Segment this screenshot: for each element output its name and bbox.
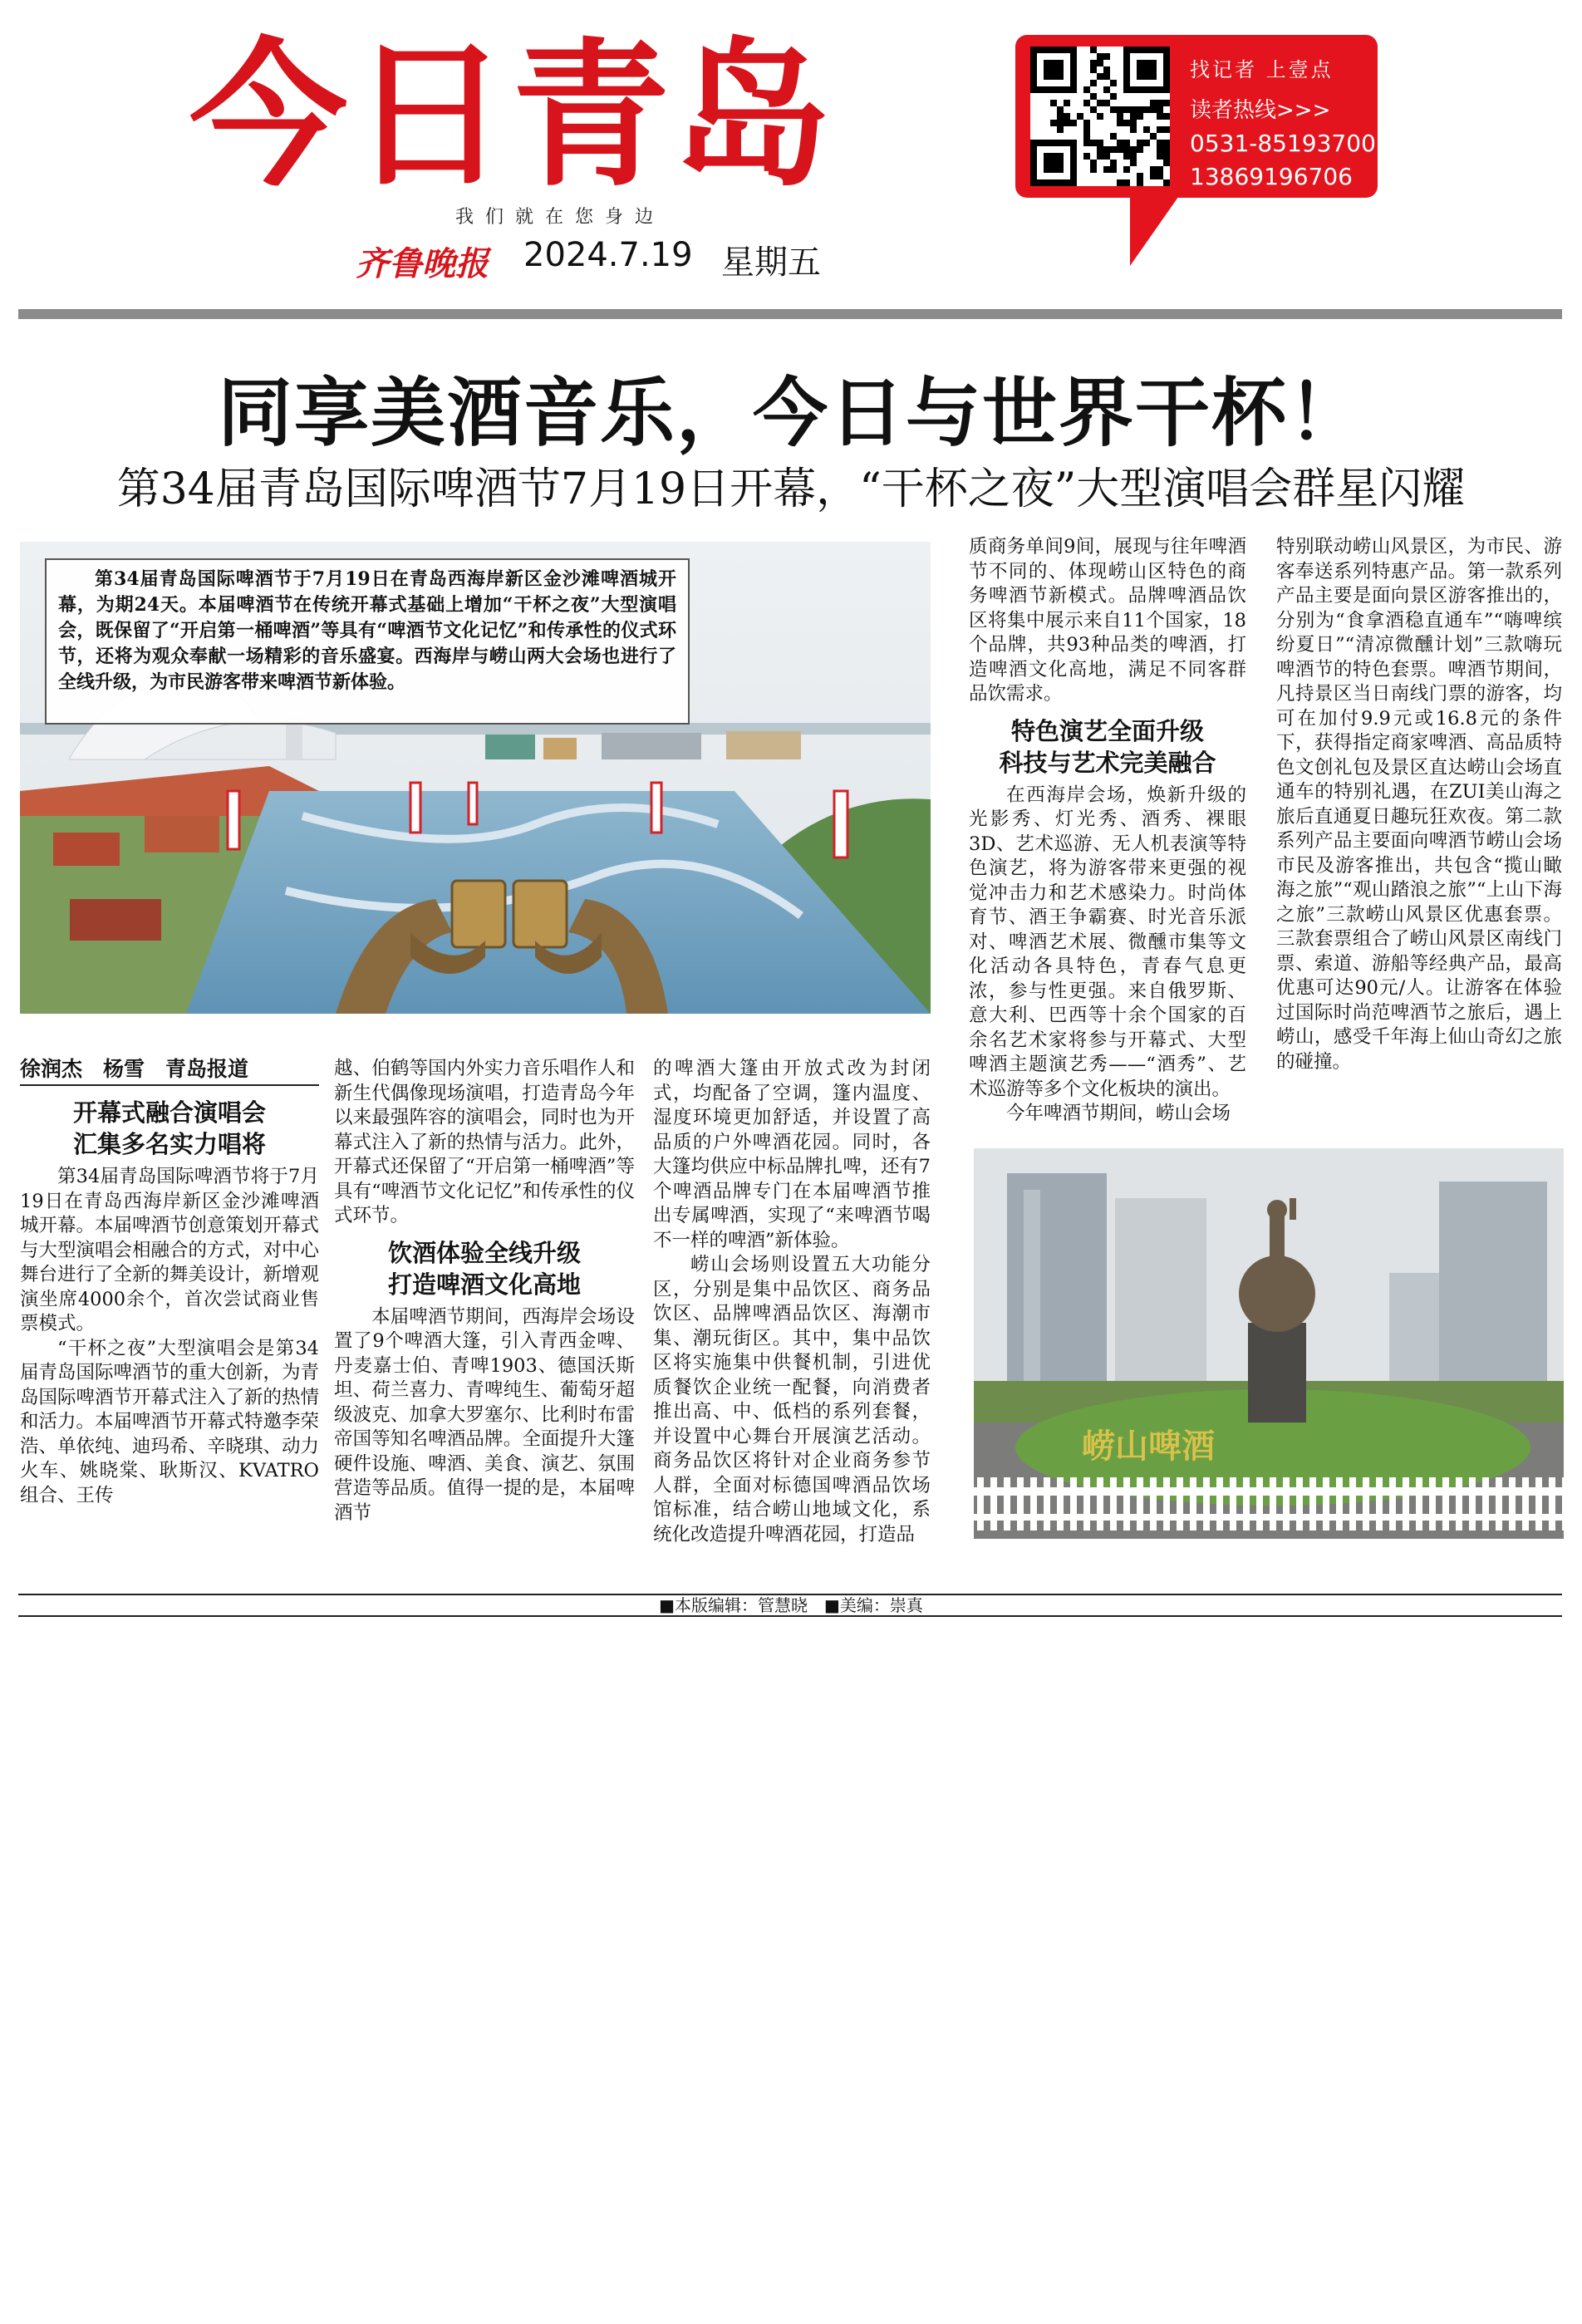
paragraph: 质商务单间9间，展现与往年啤酒节不同的、体现崂山区特色的商务啤酒节新模式。品牌啤酒品饮区将集中展示来自11个国家，18个品牌，共93种品类的啤酒，打造啤酒文化高地，满足不同客群品饮需求。 (969, 536, 1246, 705)
paragraph: 崂山会场则设置五大功能分区，分别是集中品饮区、商务品饮区、品牌啤酒品饮区、海潮市集、潮玩街区。其中，集中品饮区将实施集中供餐机制，引进优质餐饮企业统一配餐，向消费者推出高、中、低档的系列套餐，并设置中心舞台开展演艺活动。商务品饮区将针对企业商务参节人群，全面对标德国啤酒品饮场馆标准，结合崂山地域文化，系统化改造提升啤酒花园，打造品 (653, 1254, 931, 1545)
hotline-label: 读者热线>>> (1190, 98, 1331, 123)
subhead-drinking: 饮酒体验全线升级 打造啤酒文化高地 (387, 1238, 581, 1299)
byline-rule (20, 1084, 319, 1086)
issue-date: 2024.7.19 (523, 236, 693, 274)
paragraph: 特别联动崂山风景区，为市民、游客奉送系列特惠产品。第一款系列产品主要是面向景区游客推出的，分别为“食拿酒稳直通车”“嗨啤缤纷夏日”“清凉微醺计划”三款嗨玩啤酒节的特色套票。啤酒节期间，凡持景区当日南线门票的游客，均可在加付9.9元或16.8元的条件下，获得指定商家啤酒、高品质特色文创礼包及景区直达崂山会场直通车的特别礼遇，在ZUI美山海之旅后直通夏日趣玩狂欢夜。第二款系列产品主要面向啤酒节崂山会场市民及游客推出，共包含“揽山瞰海之旅”“观山踏浪之旅”“上山下海之旅”三款崂山风景区优惠套票。三款套票组合了崂山风景区南线门票、索道、游船等经典产品，最高优惠可达90元/人。让游客在体验过国际时尚范啤酒节之旅后，遇上崂山，感受千年海上仙山奇幻之旅的碰撞。 (1276, 536, 1562, 1073)
article-column-4 (969, 535, 1246, 1127)
headline: 同享美酒音乐，今日与世界干杯！ (218, 369, 1364, 457)
qr-code-icon[interactable] (1030, 47, 1170, 186)
issue-weekday: 星期五 (721, 243, 821, 282)
paragraph: 的啤酒大篷由开放式改为封闭式，均配备了空调，篷内温度、湿度环境更加舒适，并设置了高品质的户外啤酒花园。同时，各大篷均供应中标品牌扎啤，还有7个啤酒品牌专门在本届啤酒节推出专属啤酒，实现了“来啤酒节喝不一样的啤酒”新体验。 (653, 1058, 931, 1251)
paragraph: 在西海岸会场，焕新升级的光影秀、灯光秀、酒秀、裸眼3D、艺术巡游、无人机表演等特色演艺，将为游客带来更强的视觉冲击力和艺术感染力。时尚体育节、酒王争霸赛、时光音乐派对、啤酒艺术展、微醺市集等文化活动各具特色，青春气息更浓，参与性更强。来自俄罗斯、意大利、巴西等十余个国家的百余名艺术家将参与开幕式、大型啤酒主题演艺秀——“酒秀”、艺术巡游等多个文化板块的演出。 (969, 784, 1246, 1100)
masthead-rule (18, 309, 1562, 319)
paragraph: 第34届青岛国际啤酒节将于7月19日在青岛西海岸新区金沙滩啤酒城开幕。本届啤酒节创意策划开幕式与大型演唱会相融合的方式，对中心舞台进行了全新的舞美设计，新增观演坐席4000余个，首次尝试商业售票模式。 (20, 1166, 320, 1334)
subhead-opening: 开幕式融合演唱会 汇集多名实力唱将 (72, 1098, 266, 1158)
hotline-phone-2: 13869196706 (1190, 163, 1353, 190)
paper-name: 齐鲁晚报 (356, 244, 489, 283)
laoshan-beer-sign: 崂山啤酒 (1082, 1427, 1215, 1466)
article-column-1 (20, 1057, 319, 1508)
lead-summary-box: 第34届青岛国际啤酒节于7月19日在青岛西海岸新区金沙滩啤酒城开幕，为期24天。本届啤酒节在传统开幕式基础上增加“干杯之夜”大型演唱会，既保留了“开启第一桶啤酒”等具有“啤酒节文化记忆”和传承性的仪式环节，还将为观众奉献一场精彩的音乐盛宴。西海岸与崂山两大会场也进行了全线升级，为市民游客带来啤酒节新体验。 (45, 558, 690, 725)
editor-credits: ■本版编辑：管慧晓 ■美编：崇真 (659, 1595, 923, 1615)
article-column-5 (1276, 535, 1562, 1074)
masthead-slogan: 我们就在您身边 (455, 207, 666, 228)
laoshan-venue-photo (974, 1148, 1564, 1539)
subheadline: 第34届青岛国际啤酒节7月19日开幕，“干杯之夜”大型演唱会群星闪耀 (116, 464, 1466, 514)
masthead-logo: 今日青岛 (189, 24, 835, 208)
paragraph: 越、伯鹤等国内外实力音乐唱作人和新生代偶像现场演唱，打造青岛今年以来最强阵容的演唱会，同时也为开幕式注入了新的热情与活力。此外，开幕式还保留了“开启第一桶啤酒”等具有“啤酒节文化记忆”和传承性的仪式环节。 (334, 1058, 635, 1226)
hotline-slogan: 找记者 上壹点 (1190, 58, 1334, 81)
hotline-phone-1: 0531-85193700 (1190, 130, 1376, 157)
paragraph: “干杯之夜”大型演唱会是第34届青岛国际啤酒节的重大创新，为青岛国际啤酒节开幕式注入了新的热情和活力。本届啤酒节开幕式特邀李荣浩、单依纯、迪玛希、辛晓琪、动力火车、姚晓棠、耿斯汉、KVATRO组合、王传 (20, 1337, 320, 1506)
paragraph: 今年啤酒节期间，崂山会场 (1006, 1103, 1231, 1124)
article-column-2 (334, 1057, 635, 1526)
byline: 徐润杰 杨雪 青岛报道 (20, 1057, 249, 1081)
paragraph: 本届啤酒节期间，西海岸会场设置了9个啤酒大篷，引入青西金啤、丹麦嘉士伯、青啤1903、德国沃斯坦、荷兰喜力、青啤纯生、葡萄牙超级波克、加拿大罗塞尔、比利时布雷帝国等知名啤酒品牌。全面提升大篷硬件设施、啤酒、美食、演艺、氛围营造等品质。值得一提的是，本届啤酒节 (334, 1305, 635, 1524)
subhead-performance: 特色演艺全面升级 科技与艺术完美融合 (999, 716, 1216, 777)
article-column-3 (653, 1057, 931, 1547)
